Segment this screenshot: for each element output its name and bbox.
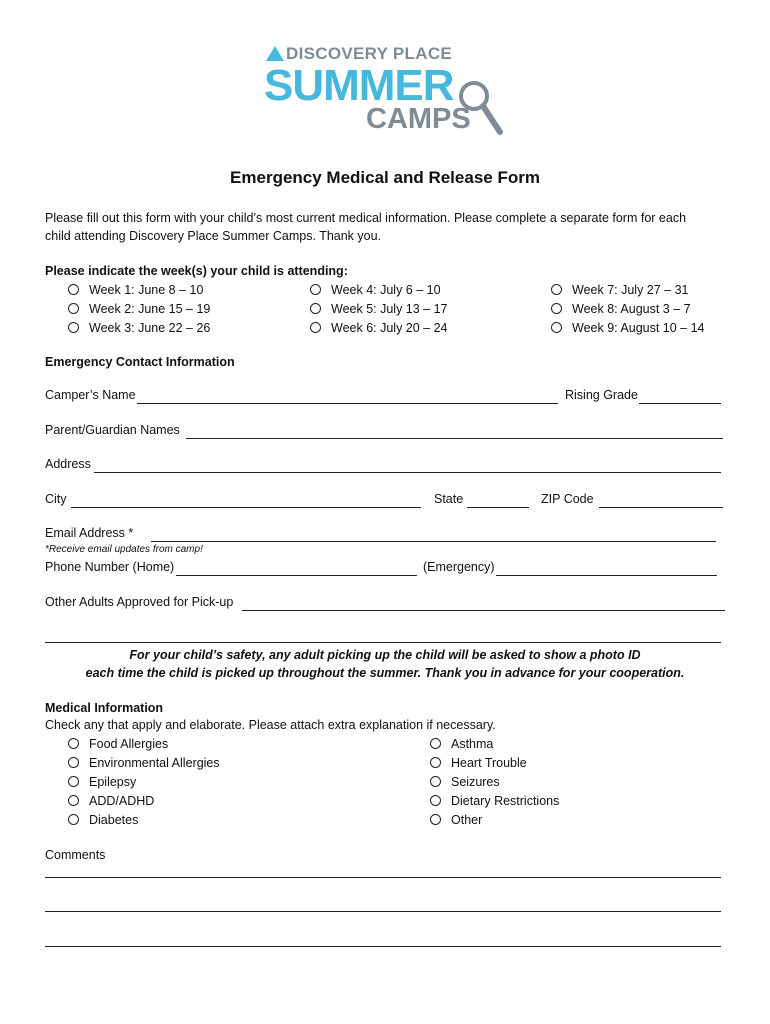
state-label: State xyxy=(434,492,464,506)
week-label: Week 1: June 8 – 10 xyxy=(89,283,204,297)
city-field[interactable] xyxy=(71,507,421,508)
camper-name-field[interactable] xyxy=(137,403,558,404)
form-title: Emergency Medical and Release Form xyxy=(230,168,540,187)
rising-grade-label: Rising Grade xyxy=(565,388,638,402)
week-6-option[interactable] xyxy=(310,319,448,338)
radio-circle-icon[interactable] xyxy=(430,738,441,749)
medical-option-environmental-allergies[interactable] xyxy=(68,754,220,773)
other-adults-row xyxy=(45,595,725,615)
email-label: Email Address * xyxy=(45,526,134,540)
discovery-place-logo-icon xyxy=(266,46,284,61)
medical-label: Other xyxy=(451,813,483,827)
zip-field[interactable] xyxy=(599,507,723,508)
medical-option-diabetes[interactable] xyxy=(68,811,138,830)
radio-circle-icon[interactable] xyxy=(551,284,562,295)
week-1-option[interactable] xyxy=(68,281,203,300)
medical-option-heart-trouble[interactable] xyxy=(430,754,527,773)
comments-field-2[interactable] xyxy=(45,911,721,912)
medical-option-epilepsy[interactable] xyxy=(68,773,136,792)
phone-emergency-label: (Emergency) xyxy=(423,560,495,574)
radio-circle-icon[interactable] xyxy=(551,322,562,333)
email-row xyxy=(45,526,725,546)
radio-circle-icon[interactable] xyxy=(430,757,441,768)
camper-name-label: Camper’s Name xyxy=(45,388,136,402)
intro-line-2: child attending Discovery Place Summer Camps. Thank you. xyxy=(45,229,382,243)
week-label: Week 4: July 6 – 10 xyxy=(331,283,441,297)
weeks-heading: Please indicate the week(s) your child is attending: xyxy=(45,264,348,278)
week-label: Week 5: July 13 – 17 xyxy=(331,302,448,316)
radio-circle-icon[interactable] xyxy=(310,303,321,314)
week-3-option[interactable] xyxy=(68,319,210,338)
medical-option-food-allergies[interactable] xyxy=(68,735,168,754)
intro-line-1: Please fill out this form with your child’s most current medical information. Please complete a separate form for each xyxy=(45,211,687,225)
week-label: Week 8: August 3 – 7 xyxy=(572,302,691,316)
medical-label: Asthma xyxy=(451,737,494,751)
logo-brand-text: DISCOVERY PLACE xyxy=(286,44,453,63)
medical-option-asthma[interactable] xyxy=(430,735,493,754)
week-label: Week 2: June 15 – 19 xyxy=(89,302,211,316)
address-row xyxy=(45,457,725,477)
medical-label: Seizures xyxy=(451,775,500,789)
emergency-heading: Emergency Contact Information xyxy=(45,355,235,369)
radio-circle-icon[interactable] xyxy=(68,776,79,787)
radio-circle-icon[interactable] xyxy=(68,303,79,314)
zip-label: ZIP Code xyxy=(541,492,594,506)
camper-name-row xyxy=(45,388,725,408)
city-label: City xyxy=(45,492,67,506)
comments-field-3[interactable] xyxy=(45,946,721,947)
radio-circle-icon[interactable] xyxy=(68,814,79,825)
week-9-option[interactable] xyxy=(551,319,705,338)
city-row xyxy=(45,492,725,512)
medical-option-seizures[interactable] xyxy=(430,773,500,792)
radio-circle-icon[interactable] xyxy=(310,322,321,333)
radio-circle-icon[interactable] xyxy=(68,738,79,749)
email-note: *Receive email updates from camp! xyxy=(45,544,203,555)
medical-label: Epilepsy xyxy=(89,775,137,789)
rising-grade-field[interactable] xyxy=(639,403,721,404)
safety-line-1: For your child’s safety, any adult picking up the child will be asked to show a photo ID xyxy=(129,648,641,662)
phone-home-field[interactable] xyxy=(176,575,417,576)
other-adults-label: Other Adults Approved for Pick-up xyxy=(45,595,234,609)
comments-label: Comments xyxy=(45,848,106,862)
week-label: Week 6: July 20 – 24 xyxy=(331,321,448,335)
radio-circle-icon[interactable] xyxy=(430,814,441,825)
phone-emergency-field[interactable] xyxy=(496,575,717,576)
comments-line-2 xyxy=(45,896,725,916)
radio-circle-icon[interactable] xyxy=(68,284,79,295)
radio-circle-icon[interactable] xyxy=(430,776,441,787)
phone-row xyxy=(45,560,725,580)
intro-text xyxy=(45,209,735,245)
radio-circle-icon[interactable] xyxy=(310,284,321,295)
medical-label: Diabetes xyxy=(89,813,139,827)
medical-label: Food Allergies xyxy=(89,737,169,751)
week-label: Week 7: July 27 – 31 xyxy=(572,283,689,297)
state-field[interactable] xyxy=(467,507,529,508)
medical-option-other[interactable] xyxy=(430,811,482,830)
week-2-option[interactable] xyxy=(68,300,210,319)
week-4-option[interactable] xyxy=(310,281,441,300)
medical-option-dietary-restrictions[interactable] xyxy=(430,792,559,811)
parent-names-field[interactable] xyxy=(186,438,723,439)
week-8-option[interactable] xyxy=(551,300,691,319)
address-field[interactable] xyxy=(94,472,721,473)
logo-camps-text: CAMPS xyxy=(366,103,471,135)
medical-label: Environmental Allergies xyxy=(89,756,220,770)
radio-circle-icon[interactable] xyxy=(68,322,79,333)
medical-instructions: Check any that apply and elaborate. Please attach extra explanation if necessary. xyxy=(45,718,496,732)
medical-label: ADD/ADHD xyxy=(89,794,155,808)
other-adults-row-2 xyxy=(45,627,725,647)
safety-line-2: each time the child is picked up throughout the summer. Thank you in advance for your cooperation. xyxy=(85,666,685,680)
medical-label: Heart Trouble xyxy=(451,756,527,770)
parent-names-row xyxy=(45,423,725,443)
email-field[interactable] xyxy=(151,541,716,542)
comments-line-3 xyxy=(45,931,725,951)
week-5-option[interactable] xyxy=(310,300,448,319)
medical-label: Dietary Restrictions xyxy=(451,794,560,808)
comments-line-1 xyxy=(45,862,725,882)
medical-option-add-adhd[interactable] xyxy=(68,792,154,811)
logo-summer-text: SUMMER xyxy=(264,61,454,110)
week-7-option[interactable] xyxy=(551,281,689,300)
medical-heading: Medical Information xyxy=(45,701,164,715)
radio-circle-icon[interactable] xyxy=(68,795,79,806)
other-adults-field[interactable] xyxy=(242,610,725,611)
magnifier-icon xyxy=(456,76,504,136)
week-label: Week 9: August 10 – 14 xyxy=(572,321,705,335)
safety-notice xyxy=(0,646,770,682)
radio-circle-icon[interactable] xyxy=(551,303,562,314)
summer-camps-logo xyxy=(262,42,508,138)
week-label: Week 3: June 22 – 26 xyxy=(89,321,211,335)
parent-names-label: Parent/Guardian Names xyxy=(45,423,180,437)
address-label: Address xyxy=(45,457,91,471)
radio-circle-icon[interactable] xyxy=(430,795,441,806)
phone-home-label: Phone Number (Home) xyxy=(45,560,175,574)
other-adults-field-2[interactable] xyxy=(45,642,721,643)
comments-field-1[interactable] xyxy=(45,877,721,878)
radio-circle-icon[interactable] xyxy=(68,757,79,768)
